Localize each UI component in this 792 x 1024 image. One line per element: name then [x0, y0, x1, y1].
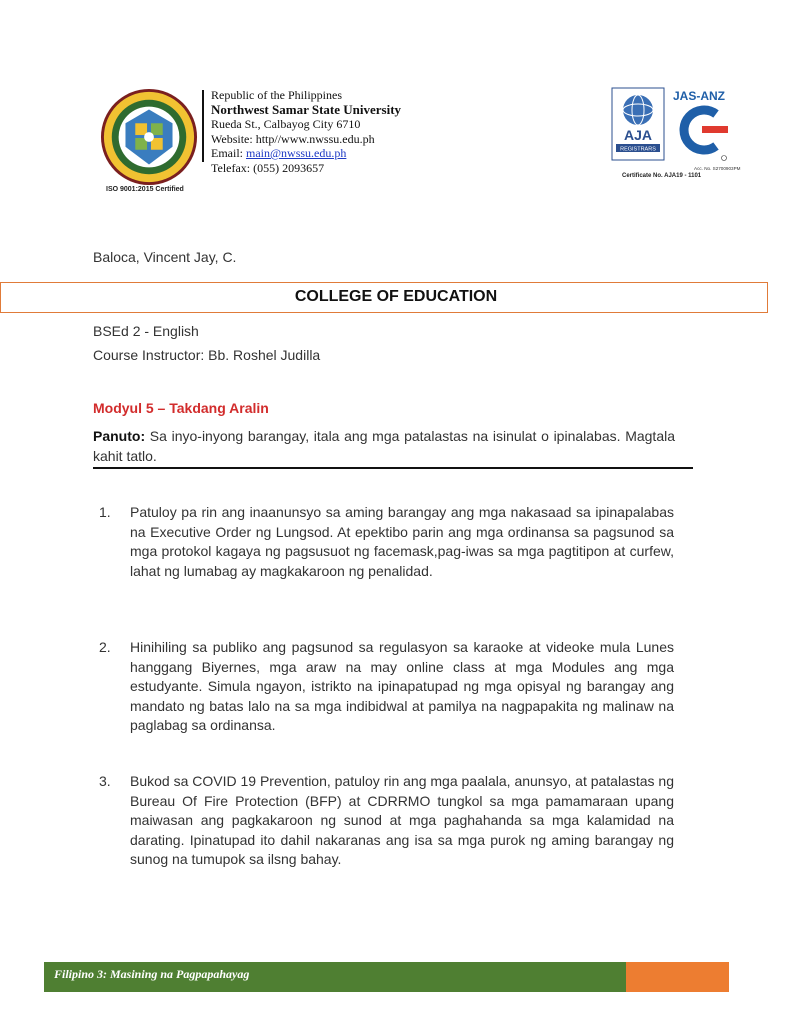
header-divider — [202, 90, 204, 162]
instructions-text: Sa inyo-inyong barangay, itala ang mga patalastas na isinulat o ipinalabas. Magtala kahit tatlo. — [93, 428, 675, 464]
list-item — [99, 638, 674, 736]
email-label: Email: — [211, 146, 246, 160]
university-name: Northwest Samar State University — [211, 101, 402, 117]
email-line — [211, 146, 401, 161]
svg-text:JAS-ANZ: JAS-ANZ — [672, 89, 726, 103]
list-item-text: Hinihiling sa publiko ang pagsunod sa regulasyon sa karaoke at videoke mula Lunes hanggang Biyernes, mga araw na may online class at mga Modules ang mga estudyante. Simula ngayon, istrikto na ipinapatupad ng mga opisyal ng barangay ang mandato ng batas lalo na sa mga indibidwal at pamilya na nagpapakita ng malinaw na paglabag sa ordinansa. — [130, 639, 674, 733]
street-address: Rueda St., Calbayog City 6710 — [211, 117, 361, 131]
svg-text:REGISTRARS: REGISTRARS — [620, 146, 656, 153]
footer-subject-title: Filipino 3: Masining na Pagpapahayag — [54, 967, 250, 981]
website-line: Website: http//www.nwssu.edu.ph — [211, 131, 375, 146]
email-link[interactable]: main@nwssu.edu.ph — [246, 146, 347, 160]
svg-text:Acc. No. S2700903PM: Acc. No. S2700903PM — [694, 166, 741, 171]
aja-registrars-logo — [612, 88, 664, 160]
university-address-block — [211, 88, 401, 175]
module-title: Modyul 5 – Takdang Aralin — [93, 400, 269, 416]
iso-certification: ISO 9001:2015 Certified — [106, 186, 184, 193]
list-item-number: 2. — [99, 639, 111, 655]
section-divider — [93, 467, 693, 469]
college-title: COLLEGE OF EDUCATION — [294, 288, 498, 305]
instructions-paragraph — [93, 426, 675, 466]
letterhead — [0, 0, 768, 200]
republic-line: Republic of the Philippines — [211, 88, 342, 102]
course-line: BSEd 2 - English — [93, 323, 199, 339]
list-item-number: 1. — [99, 504, 111, 520]
instructions-label: Panuto: — [93, 428, 146, 444]
student-name: Baloca, Vincent Jay, C. — [93, 249, 237, 265]
telefax-line: Telefax: (055) 2093657 — [211, 160, 325, 175]
footer-accent-bar — [626, 962, 729, 992]
svg-text:AJA: AJA — [623, 127, 653, 143]
list-item-text: Bukod sa COVID 19 Prevention, patuloy rin ang mga paalala, anunsyo, at patalastas ng Bureau Of Fire Protection (BFP) at CDRRMO tungkol sa mga pamamaraan upang maiwasan ang pagkakaroon ng sunod at mga paghahanda sa mga kalamidad na darating. Ipinatupad ito dahil nakaranas ang isa sa mga purok ng aming barangay ng sunog na tumupok sa ilsng bahay. — [130, 773, 675, 867]
jas-anz-logo — [666, 88, 741, 178]
list-item-text: Patuloy pa rin ang inaanunsyo sa aming barangay ang mga nakasaad sa ipinapalabas na Executive Order ng Lungsod. At epektibo parin ang mga ordinansa sa pagsunod sa mga protokol kagaya ng pagsusuot ng facemask,pag-iwas sa mga pagtitipon at curfew, lahat ng lumabag ay magkakaroon ng penalidad. — [130, 504, 674, 579]
university-seal-logo — [100, 88, 198, 186]
certificate-number: Certificate No. AJA19 - 1101 — [622, 173, 702, 179]
list-item-number: 3. — [99, 773, 111, 789]
list-item — [99, 503, 674, 581]
list-item — [99, 772, 674, 870]
instructor-line: Course Instructor: Bb. Roshel Judilla — [93, 347, 321, 363]
